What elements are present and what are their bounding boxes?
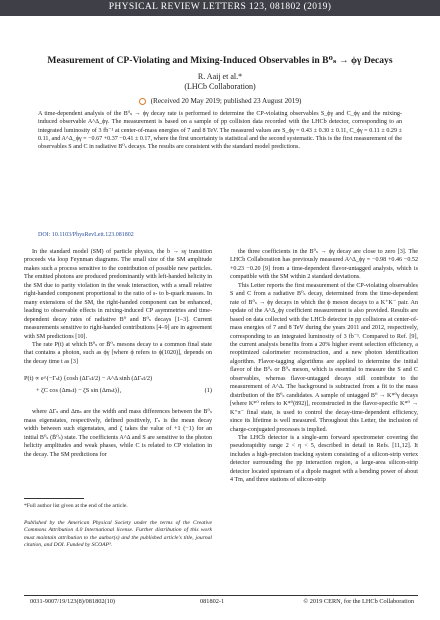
journal-header: PHYSICAL REVIEW LETTERS 123, 081802 (2019): [108, 2, 332, 12]
license-notice: Published by the American Physical Society under the terms of the Creative Commons Attribution 4.0 International license. Further distribution of this work must maintain attribution to the author(s) and the published article's title, journal citation, and DOI. Funded by SCOAP³.: [24, 520, 212, 549]
equation-line: + ζC cos (Δmₛt) − ζS sin (Δmₛt)},: [36, 387, 122, 395]
open-access-icon: [139, 98, 146, 105]
body-paragraph: In the standard model (SM) of particle physics, the b → sγ transition proceeds via loop Feynman diagrams. The small size of the SM amplitude makes such a process sensitive to the contribution of possible new particles. The emitted photons are produced predominantly with left-handed helicity in the SM due to parity violation in the weak interaction, with a small relative right-handed component proportional to the ratio of s- to b-quark masses. In many extensions of the SM, the right-handed component can be enhanced, leading to observable effects in mixing-induced CP asymmetries and time-dependent decay rates of radiative B⁰ and B⁰ₛ decays [1–3]. Current measurements sensitive to right-handed contributions [4–9] are in agreement with SM predictions [10].: [24, 249, 213, 340]
body-paragraph: the three coefficients in the B⁰ₛ → ϕγ decay are close to zero [3]. The LHCb Collaboration has previously measured A^Δ_ϕγ = −0.98 +0.46 −0.52 +0.23 −0.20 [9] from a time-dependent flavor-untagged analysis, which is compatible with the SM within 2 standard deviations.: [230, 249, 418, 281]
received-dates: (Received 20 May 2019; published 23 August 2019): [150, 97, 302, 105]
footer-issn: 0031-9007/19/123(8)/081802(10): [30, 598, 115, 605]
received-line: [0, 97, 440, 105]
footer-copyright: © 2019 CERN, for the LHCb Collaboration: [303, 598, 414, 605]
footer-page-number: 081802-1: [200, 598, 225, 605]
body-paragraph: This Letter reports the first measurement of the CP-violating observables S and C from a radiative B⁰ₛ decay, determined from the time-dependent rate of B⁰ₛ → ϕγ decays in which the ϕ meson decays to a K⁺K⁻ pair. An update of the A^Δ_ϕγ coefficient measurement is also provided. Results are based on data collected with the LHCb detector in pp collisions at center-of-mass energies of 7 and 8 TeV during the years 2011 and 2012, respectively, corresponding to an integrated luminosity of 3 fb⁻¹. Compared to Ref. [9], the current analysis benefits from a 20% higher event selection efficiency, a reoptimized calorimeter reconstruction, and a new photon identification algorithm. Flavor-tagging algorithms are applied to determine the initial flavor of the B⁰ₛ or B̄⁰ₛ meson, which is essential to measure the S and C observables, whereas flavor-untagged decays still contribute to the measurement of A^Δ. The background is subtracted from a fit to the mass distribution of the B⁰ₛ candidates. A sample of untagged B⁰ → K*⁰γ decays [where K*⁰ refers to K*⁰(892)], reconstructed in the flavor-specific K*⁰ → K⁺π⁻ final state, is used to control the decay-time-dependent efficiency, since its lifetime is well measured. Throughout this Letter, the inclusion of charge-conjugated processes is implied.: [230, 282, 418, 433]
paper-title: Measurement of CP-Violating and Mixing-Induced Observables in B⁰ₛ → ϕγ Decays: [47, 55, 393, 66]
equation-number: (1): [204, 387, 212, 395]
doi-link[interactable]: DOI: 10.1103/PhysRevLett.123.081802: [38, 232, 134, 238]
right-column: [230, 248, 418, 485]
left-column: [24, 248, 212, 459]
body-paragraph: The rate P(t) at which B⁰ₛ or B̄⁰ₛ mesons decay to a common final state that contains a photon, such as ϕγ [where ϕ refers to ϕ(1020)], depends on the decay time t as [3]: [24, 341, 212, 365]
equation-1: [24, 371, 212, 402]
footnote-divider: [24, 498, 84, 499]
collaboration: (LHCb Collaboration): [184, 82, 256, 91]
author-line: R. Aaij et al.*: [197, 72, 243, 81]
body-paragraph: The LHCb detector is a single-arm forward spectrometer covering the pseudorapidity range 2 < η < 5, described in detail in Refs. [11,12]. It includes a high-precision tracking system consisting of a silicon-strip vertex detector surrounding the pp interaction region, a large-area silicon-strip detector located upstream of a dipole magnet with a bending power of about 4 Tm, and three stations of silicon-strip: [230, 434, 418, 484]
body-paragraph: where ΔΓₛ and Δmₛ are the width and mass differences between the B⁰ₛ mass eigenstates, respectively, defined positively, Γₛ is the mean decay width between such eigenstates, and ζ takes the value of +1 (−1) for an initial B⁰ₛ (B̄⁰ₛ) state. The coefficients A^Δ and S are sensitive to the photon helicity amplitudes and weak phases, while C is related to CP violation in the decay. The SM predictions for: [24, 409, 212, 458]
equation-line: P(t) ∝ e^(−Γₛt) {cosh (ΔΓₛt/2) − A^Δ sinh (ΔΓₛt/2): [24, 375, 153, 383]
footer-divider: [24, 595, 418, 596]
footnote: *Full author list given at the end of the article.: [24, 503, 128, 509]
abstract: A time-dependent analysis of the B⁰ₛ → ϕγ decay rate is performed to determine the CP-violating observables S_ϕγ and C_ϕγ and the mixing-induced observable A^Δ_ϕγ. The measurement is based on a sample of pp collision data recorded with the LHCb detector, corresponding to an integrated luminosity of 3 fb⁻¹ at center-of-mass energies of 7 and 8 TeV. The measured values are S_ϕγ = 0.43 ± 0.30 ± 0.11, C_ϕγ = 0.11 ± 0.29 ± 0.11, and A^Δ_ϕγ = −0.67 +0.37 −0.41 ± 0.17, where the first uncertainty is statistical and the second systematic. This is the first measurement of the observables S and C in radiative B⁰ₛ decays. The results are consistent with the standard model predictions.: [38, 111, 403, 151]
